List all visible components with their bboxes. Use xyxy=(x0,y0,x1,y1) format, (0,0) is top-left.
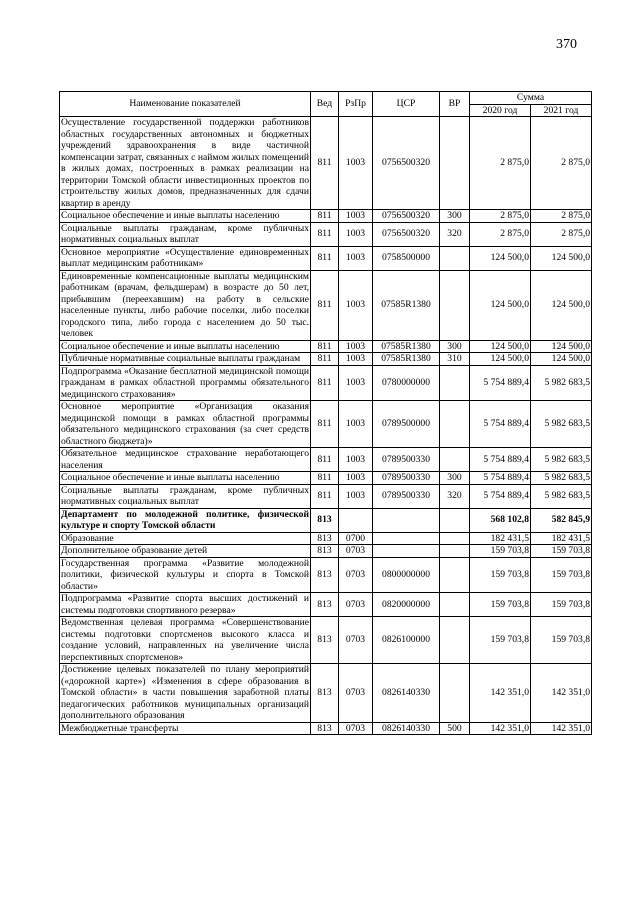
cell-csr: 0789500330 xyxy=(373,472,440,485)
cell-ved: 813 xyxy=(311,508,339,532)
cell-name: Образование xyxy=(60,532,311,545)
cell-sum-2020: 5 754 889,4 xyxy=(470,448,531,472)
page-number: 370 xyxy=(556,37,577,52)
cell-csr: 0826140330 xyxy=(373,722,440,735)
table-row xyxy=(60,401,592,448)
cell-ved: 813 xyxy=(311,557,339,593)
cell-ved: 813 xyxy=(311,532,339,545)
header-csr: ЦСР xyxy=(373,92,440,117)
cell-csr: 07585R1380 xyxy=(373,353,440,366)
cell-sum-2021: 142 351,0 xyxy=(531,722,592,735)
cell-ved: 811 xyxy=(311,448,339,472)
cell-sum-2021: 124 500,0 xyxy=(531,246,592,270)
cell-vr xyxy=(440,545,470,558)
cell-sum-2021: 5 982 683,5 xyxy=(531,484,592,508)
cell-sum-2021: 142 351,0 xyxy=(531,664,592,723)
cell-name: Обязательное медицинское страхование неработающего населения xyxy=(61,448,309,471)
table-row xyxy=(60,722,592,735)
table-row xyxy=(60,210,592,223)
cell-ved: 811 xyxy=(311,246,339,270)
table-row xyxy=(60,593,592,617)
cell-vr: 310 xyxy=(440,353,470,366)
cell-csr: 07585R1380 xyxy=(373,340,440,353)
cell-csr: 0826100000 xyxy=(373,617,440,664)
cell-sum-2020: 124 500,0 xyxy=(470,340,531,353)
table-row xyxy=(60,448,592,472)
cell-sum-2020: 182 431,5 xyxy=(470,532,531,545)
cell-ved: 813 xyxy=(311,664,339,723)
cell-vr xyxy=(440,246,470,270)
cell-vr xyxy=(440,593,470,617)
table-row xyxy=(60,340,592,353)
table-row xyxy=(60,484,592,508)
cell-ved: 811 xyxy=(311,472,339,485)
cell-name: Ведомственная целевая программа «Совершенствование системы подготовки спортсменов высокого класса и создание условий, направленных на увеличение числа перспективных спортсменов» xyxy=(61,617,309,663)
cell-sum-2020: 2 875,0 xyxy=(470,117,531,210)
cell-ved: 811 xyxy=(311,340,339,353)
cell-csr: 07585R1380 xyxy=(373,270,440,340)
cell-sum-2020: 159 703,8 xyxy=(470,593,531,617)
cell-sum-2021: 124 500,0 xyxy=(531,353,592,366)
header-summa: Сумма xyxy=(470,92,592,105)
cell-sum-2021: 159 703,8 xyxy=(531,557,592,593)
cell-sum-2021: 5 982 683,5 xyxy=(531,472,592,485)
cell-sum-2021: 159 703,8 xyxy=(531,617,592,664)
cell-csr xyxy=(373,532,440,545)
cell-name: Департамент по молодежной политике, физической культуре и спорту Томской области xyxy=(61,508,309,531)
cell-rzpr: 1003 xyxy=(339,246,373,270)
cell-vr xyxy=(440,401,470,448)
cell-vr xyxy=(440,532,470,545)
cell-vr: 300 xyxy=(440,472,470,485)
cell-name: Социальное обеспечение и иные выплаты населению xyxy=(60,472,311,485)
cell-sum-2020: 142 351,0 xyxy=(470,664,531,723)
cell-csr: 0789500330 xyxy=(373,484,440,508)
cell-rzpr: 1003 xyxy=(339,353,373,366)
header-year-2020: 2020 год xyxy=(470,104,531,117)
cell-sum-2021: 2 875,0 xyxy=(531,222,592,246)
table-row xyxy=(60,617,592,664)
cell-csr: 0780000000 xyxy=(373,365,440,401)
cell-sum-2020: 5 754 889,4 xyxy=(470,484,531,508)
cell-sum-2021: 2 875,0 xyxy=(531,210,592,223)
cell-sum-2021: 5 982 683,5 xyxy=(531,448,592,472)
cell-rzpr: 0703 xyxy=(339,557,373,593)
cell-sum-2021: 182 431,5 xyxy=(531,532,592,545)
table-row xyxy=(60,365,592,401)
cell-ved: 811 xyxy=(311,484,339,508)
cell-csr: 0789500000 xyxy=(373,401,440,448)
cell-csr: 0756500320 xyxy=(373,222,440,246)
cell-ved: 811 xyxy=(311,222,339,246)
cell-sum-2021: 2 875,0 xyxy=(531,117,592,210)
cell-sum-2020: 124 500,0 xyxy=(470,246,531,270)
cell-sum-2020: 124 500,0 xyxy=(470,353,531,366)
cell-rzpr: 0703 xyxy=(339,722,373,735)
cell-rzpr: 1003 xyxy=(339,484,373,508)
table-row xyxy=(60,664,592,723)
cell-ved: 813 xyxy=(311,617,339,664)
cell-sum-2020: 142 351,0 xyxy=(470,722,531,735)
cell-name: Социальное обеспечение и иные выплаты населению xyxy=(60,210,311,223)
cell-rzpr: 1003 xyxy=(339,270,373,340)
cell-csr xyxy=(373,545,440,558)
cell-ved: 813 xyxy=(311,593,339,617)
cell-name: Социальные выплаты гражданам, кроме публичных нормативных социальных выплат xyxy=(61,222,309,245)
cell-vr: 300 xyxy=(440,340,470,353)
cell-rzpr: 1003 xyxy=(339,365,373,401)
cell-sum-2020: 5 754 889,4 xyxy=(470,472,531,485)
table-row xyxy=(60,270,592,340)
cell-sum-2020: 2 875,0 xyxy=(470,222,531,246)
table-row xyxy=(60,117,592,210)
cell-rzpr: 1003 xyxy=(339,472,373,485)
cell-name: Единовременные компенсационные выплаты медицинским работникам (врачам, фельдшерам) в возрасте до 50 лет, прибывшим (переехавшим) на работу в сельские населенные пункты, либо рабочие поселки, либо поселки городского типа, либо города с населением до 50 тыс. человек xyxy=(61,270,309,339)
cell-rzpr: 0703 xyxy=(339,593,373,617)
cell-vr xyxy=(440,448,470,472)
cell-rzpr: 1003 xyxy=(339,340,373,353)
header-vr: ВР xyxy=(440,92,470,117)
cell-vr: 300 xyxy=(440,210,470,223)
table-body xyxy=(60,117,592,735)
header-ved: Вед xyxy=(311,92,339,117)
cell-name: Основное мероприятие «Осуществление единовременных выплат медицинским работникам» xyxy=(61,246,309,269)
cell-vr xyxy=(440,508,470,532)
cell-name: Социальное обеспечение и иные выплаты населению xyxy=(60,340,311,353)
cell-vr xyxy=(440,617,470,664)
cell-name: Основное мероприятие «Организация оказания медицинской помощи в рамках областной программы обязательного медицинского страхования (за счет средств областного бюджета)» xyxy=(61,401,309,447)
cell-rzpr: 0703 xyxy=(339,545,373,558)
cell-name: Публичные нормативные социальные выплаты гражданам xyxy=(60,353,311,366)
budget-table xyxy=(59,91,592,735)
cell-csr: 0820000000 xyxy=(373,593,440,617)
table-row xyxy=(60,532,592,545)
cell-sum-2021: 582 845,9 xyxy=(531,508,592,532)
cell-csr: 0826140330 xyxy=(373,664,440,723)
cell-csr: 0756500320 xyxy=(373,117,440,210)
cell-rzpr: 1003 xyxy=(339,448,373,472)
cell-name: Государственная программа «Развитие молодежной политики, физической культуры и спорта в Томской области» xyxy=(61,557,309,592)
cell-vr xyxy=(440,270,470,340)
cell-rzpr: 0700 xyxy=(339,532,373,545)
cell-sum-2021: 124 500,0 xyxy=(531,270,592,340)
cell-sum-2020: 159 703,8 xyxy=(470,617,531,664)
cell-ved: 811 xyxy=(311,401,339,448)
cell-sum-2021: 5 982 683,5 xyxy=(531,365,592,401)
cell-sum-2020: 5 754 889,4 xyxy=(470,401,531,448)
cell-name: Подпрограмма «Развитие спорта высших достижений и системы подготовки спортивного резерва» xyxy=(61,593,309,616)
cell-vr xyxy=(440,664,470,723)
cell-sum-2020: 2 875,0 xyxy=(470,210,531,223)
cell-rzpr: 0703 xyxy=(339,617,373,664)
header-year-2021: 2021 год xyxy=(531,104,592,117)
cell-ved: 811 xyxy=(311,365,339,401)
cell-ved: 813 xyxy=(311,545,339,558)
cell-name: Осуществление государственной поддержки работников областных государственных автономных и бюджетных учреждений здравоохранения в виде частичной компенсации затрат, связанных с наймом жилых помещений в жилых домах, построенных в рамках реализации на территории Томской области инвестиционных проектов по строительству жилых домов, предназначенных для сдачи квартир в аренду xyxy=(61,117,309,209)
cell-ved: 811 xyxy=(311,353,339,366)
cell-rzpr xyxy=(339,508,373,532)
cell-name: Дополнительное образование детей xyxy=(60,545,311,558)
header-name: Наименование показателей xyxy=(60,92,311,117)
cell-name: Достижение целевых показателей по плану мероприятий («дорожной карте») «Изменения в сфере образования в Томской области» в части повышения заработной платы педагогических работников муниципальных организаций дополнительного образования xyxy=(61,664,309,721)
cell-ved: 811 xyxy=(311,210,339,223)
cell-name: Межбюджетные трансферты xyxy=(60,722,311,735)
cell-sum-2021: 124 500,0 xyxy=(531,340,592,353)
cell-csr xyxy=(373,508,440,532)
cell-sum-2020: 568 102,8 xyxy=(470,508,531,532)
cell-rzpr: 1003 xyxy=(339,117,373,210)
cell-name: Социальные выплаты гражданам, кроме публичных нормативных социальных выплат xyxy=(61,484,309,507)
cell-vr: 500 xyxy=(440,722,470,735)
cell-sum-2021: 5 982 683,5 xyxy=(531,401,592,448)
table-row xyxy=(60,222,592,246)
cell-sum-2020: 159 703,8 xyxy=(470,545,531,558)
table-row xyxy=(60,508,592,532)
cell-csr: 0800000000 xyxy=(373,557,440,593)
cell-vr: 320 xyxy=(440,484,470,508)
cell-rzpr: 1003 xyxy=(339,222,373,246)
cell-sum-2020: 159 703,8 xyxy=(470,557,531,593)
cell-csr: 0758500000 xyxy=(373,246,440,270)
cell-sum-2020: 5 754 889,4 xyxy=(470,365,531,401)
cell-vr xyxy=(440,557,470,593)
cell-vr xyxy=(440,365,470,401)
table-row xyxy=(60,246,592,270)
cell-vr: 320 xyxy=(440,222,470,246)
cell-name: Подпрограмма «Оказание бесплатной медицинской помощи гражданам в рамках областной программы обязательного медицинского страхования» xyxy=(61,365,309,400)
cell-rzpr: 0703 xyxy=(339,664,373,723)
cell-rzpr: 1003 xyxy=(339,401,373,448)
cell-sum-2021: 159 703,8 xyxy=(531,545,592,558)
cell-ved: 811 xyxy=(311,117,339,210)
cell-csr: 0756500320 xyxy=(373,210,440,223)
table-row xyxy=(60,557,592,593)
table-row xyxy=(60,545,592,558)
cell-sum-2020: 124 500,0 xyxy=(470,270,531,340)
cell-csr: 0789500330 xyxy=(373,448,440,472)
table-row xyxy=(60,353,592,366)
cell-ved: 813 xyxy=(311,722,339,735)
cell-vr xyxy=(440,117,470,210)
header-rzpr: РзПр xyxy=(339,92,373,117)
cell-ved: 811 xyxy=(311,270,339,340)
cell-rzpr: 1003 xyxy=(339,210,373,223)
table-row xyxy=(60,472,592,485)
cell-sum-2021: 159 703,8 xyxy=(531,593,592,617)
